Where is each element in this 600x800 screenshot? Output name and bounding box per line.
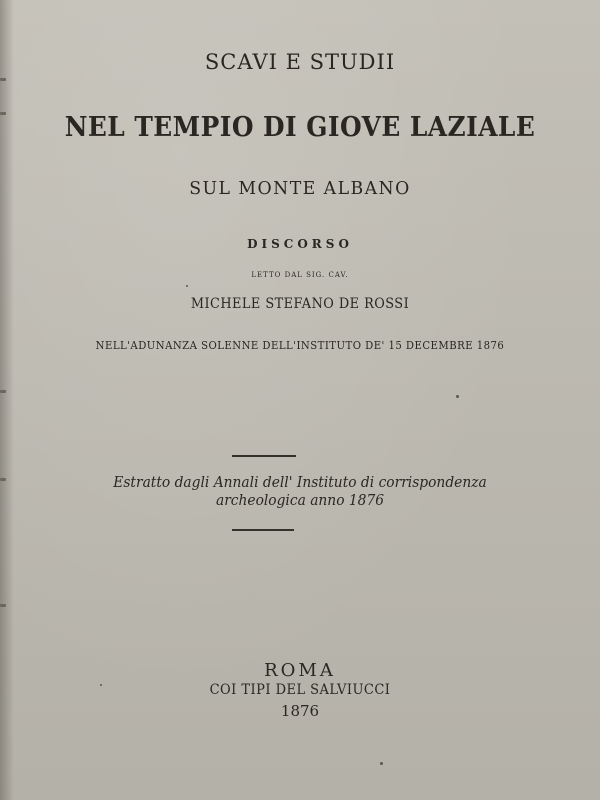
extract-line-2: archeologica anno 1876 xyxy=(215,491,385,509)
extract-line-1: Estratto dagli Annali dell' Instituto di corrispondenza xyxy=(113,473,487,491)
binding-mark xyxy=(0,604,6,607)
read-by-line: LETTO DAL SIG. CAV. xyxy=(251,271,349,279)
binding-mark xyxy=(0,78,6,81)
binding-mark xyxy=(0,478,6,481)
binding-mark xyxy=(0,112,6,115)
title-line-1: SCAVI E STUDII xyxy=(204,50,396,74)
title-line-3: SUL MONTE ALBANO xyxy=(189,178,411,199)
paper-speck xyxy=(380,762,383,765)
meeting-line: NELL'ADUNANZA SOLENNE DELL'INSTITUTO DE' 15 DECEMBRE 1876 xyxy=(95,339,505,352)
imprint-printer: COI TIPI DEL SALVIUCCI xyxy=(209,682,391,698)
paper-speck xyxy=(186,285,188,287)
main-title: NEL TEMPIO DI GIOVE LAZIALE xyxy=(64,112,536,143)
paper-speck xyxy=(456,395,459,398)
imprint-year: 1876 xyxy=(280,702,320,720)
extract-note xyxy=(24,473,576,509)
divider-top xyxy=(232,455,296,457)
imprint-city: ROMA xyxy=(264,660,336,681)
divider-bottom xyxy=(232,529,294,531)
author-name: MICHELE STEFANO DE ROSSI xyxy=(190,296,410,312)
discourse-label: DISCORSO xyxy=(247,237,353,251)
binding-mark xyxy=(0,390,6,393)
